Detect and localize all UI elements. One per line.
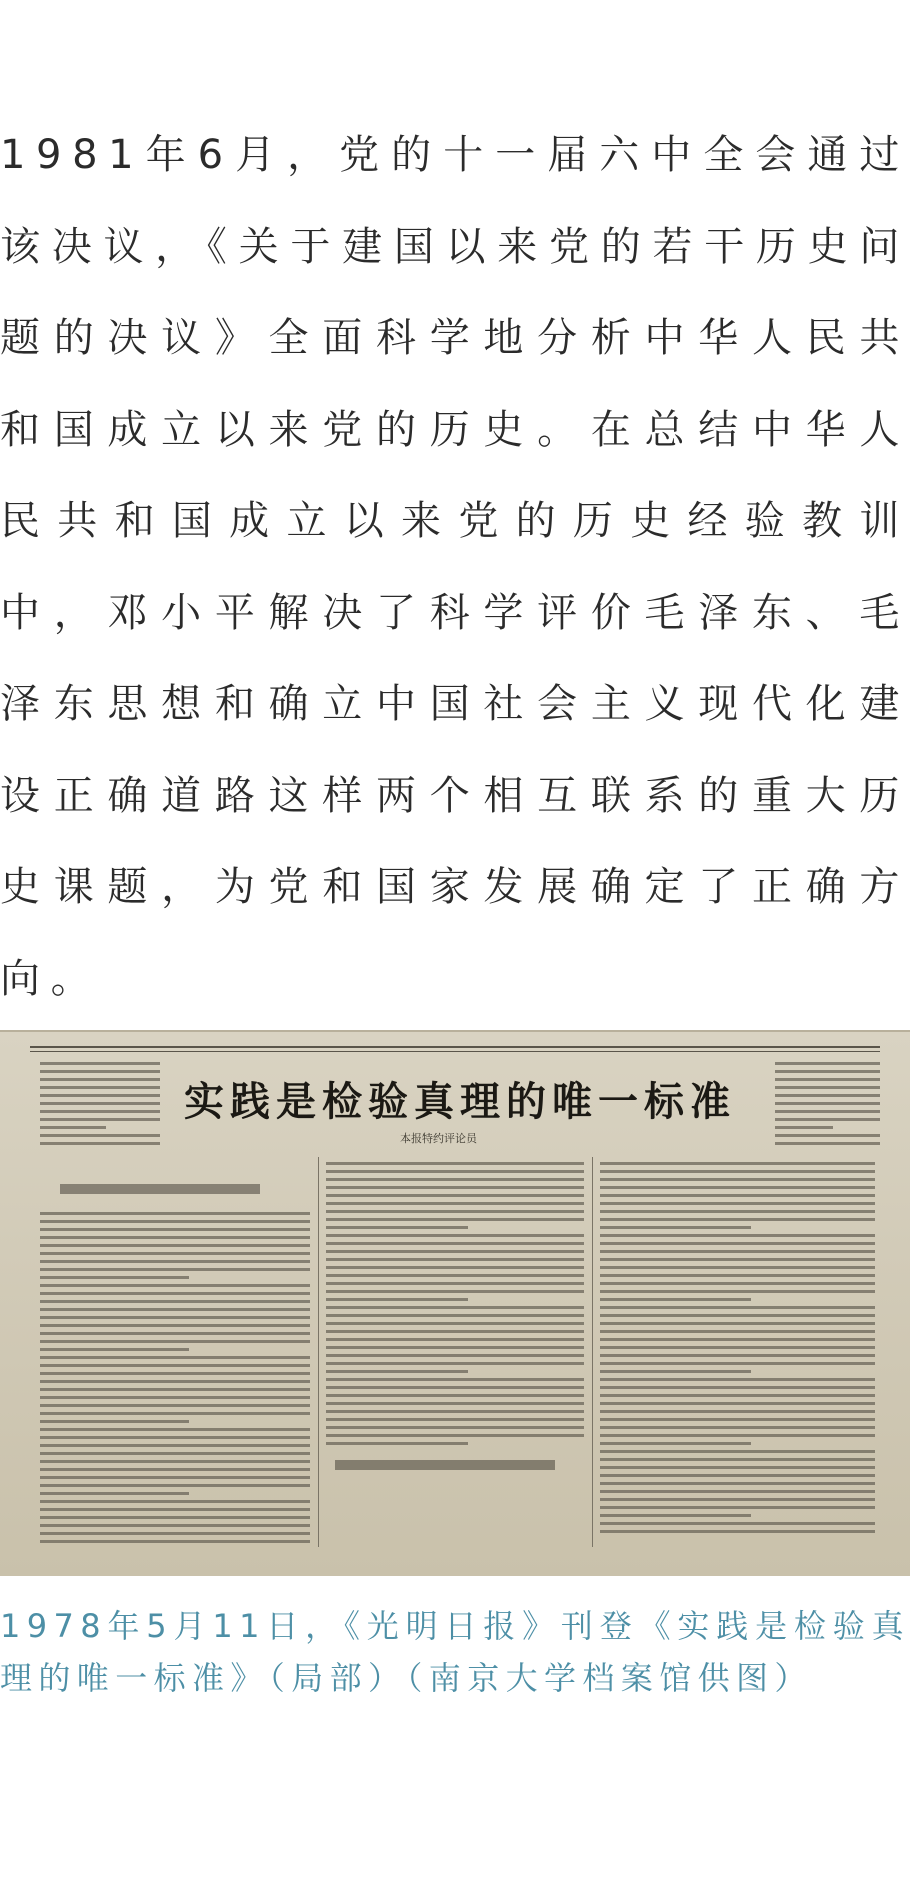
newspaper-text-line: [600, 1410, 875, 1413]
newspaper-text-line: [40, 1436, 310, 1439]
newspaper-text-line: [326, 1306, 584, 1309]
newspaper-text-line: [40, 1324, 310, 1327]
newspaper-text-line: [775, 1142, 880, 1145]
newspaper-text-line: [326, 1330, 584, 1333]
newspaper-text-line: [40, 1236, 310, 1239]
newspaper-text-line: [326, 1370, 468, 1373]
newspaper-text-column: [326, 1162, 584, 1450]
newspaper-text-column: [600, 1162, 875, 1538]
newspaper-text-line: [40, 1524, 310, 1527]
newspaper-text-line: [600, 1442, 751, 1445]
newspaper-text-line: [326, 1274, 584, 1277]
newspaper-text-line: [600, 1530, 875, 1533]
newspaper-text-line: [40, 1388, 310, 1391]
newspaper-text-line: [40, 1460, 310, 1463]
newspaper-text-line: [326, 1322, 584, 1325]
newspaper-text-line: [40, 1364, 310, 1367]
newspaper-text-line: [600, 1282, 875, 1285]
newspaper-text-line: [40, 1340, 310, 1343]
article-body: [0, 110, 910, 1025]
newspaper-text-line: [40, 1244, 310, 1247]
newspaper-text-line: [326, 1194, 584, 1197]
newspaper-text-line: [326, 1410, 584, 1413]
newspaper-text-line: [40, 1276, 189, 1279]
newspaper-text-line: [40, 1372, 310, 1375]
newspaper-text-line: [600, 1162, 875, 1165]
newspaper-text-line: [40, 1126, 106, 1129]
newspaper-text-line: [40, 1260, 310, 1263]
newspaper-text-line: [600, 1178, 875, 1181]
newspaper-text-line: [40, 1220, 310, 1223]
newspaper-text-line: [600, 1378, 875, 1381]
newspaper-text-line: [40, 1412, 310, 1415]
newspaper-text-line: [40, 1062, 160, 1065]
article-paragraph: 1981年6月，党的十一届六中全会通过该决议，《关于建国以来党的若干历史问题的决议》全面科学地分析中华人民共和国成立以来党的历史。在总结中华人民共和国成立以来党的历史经验教训中，邓小平解决了科学评价毛泽东、毛泽东思想和确立中国社会主义现代化建设正确道路这样两个相互联系的重大历史课题，为党和国家发展确定了正确方向。: [0, 132, 910, 1002]
newspaper-text-line: [40, 1532, 310, 1535]
newspaper-text-line: [600, 1298, 751, 1301]
newspaper-text-line: [40, 1356, 310, 1359]
newspaper-text-line: [600, 1474, 875, 1477]
newspaper-text-line: [600, 1466, 875, 1469]
newspaper-text-line: [600, 1186, 875, 1189]
newspaper-text-line: [326, 1362, 584, 1365]
newspaper-text-line: [600, 1426, 875, 1429]
newspaper-text-line: [775, 1062, 880, 1065]
newspaper-text-line: [600, 1514, 751, 1517]
newspaper-text-line: [600, 1434, 875, 1437]
newspaper-text-line: [600, 1170, 875, 1173]
newspaper-text-line: [600, 1338, 875, 1341]
newspaper-text-line: [40, 1252, 310, 1255]
newspaper-text-line: [775, 1102, 880, 1105]
newspaper-text-line: [40, 1516, 310, 1519]
newspaper-text-line: [326, 1402, 584, 1405]
newspaper-figure: [0, 1030, 910, 1574]
newspaper-text-line: [600, 1202, 875, 1205]
newspaper-text-line: [40, 1476, 310, 1479]
newspaper-subheading: [60, 1184, 260, 1194]
newspaper-text-line: [326, 1234, 584, 1237]
newspaper-text-line: [40, 1284, 310, 1287]
newspaper-text-line: [326, 1418, 584, 1421]
newspaper-text-line: [600, 1522, 875, 1525]
newspaper-text-line: [600, 1346, 875, 1349]
newspaper-text-line: [326, 1266, 584, 1269]
newspaper-text-line: [775, 1086, 880, 1089]
newspaper-text-line: [600, 1490, 875, 1493]
newspaper-text-line: [600, 1322, 875, 1325]
newspaper-text-line: [40, 1268, 310, 1271]
newspaper-text-line: [40, 1452, 310, 1455]
newspaper-text-line: [40, 1134, 160, 1137]
newspaper-text-line: [600, 1218, 875, 1221]
newspaper-text-line: [326, 1442, 468, 1445]
newspaper-text-line: [326, 1314, 584, 1317]
newspaper-text-line: [600, 1370, 751, 1373]
newspaper-text-line: [40, 1292, 310, 1295]
newspaper-text-line: [775, 1118, 880, 1121]
newspaper-text-line: [40, 1110, 160, 1113]
newspaper-text-line: [326, 1426, 584, 1429]
newspaper-text-line: [326, 1226, 468, 1229]
newspaper-text-line: [40, 1212, 310, 1215]
newspaper-subheading: [335, 1460, 555, 1470]
newspaper-text-line: [40, 1468, 310, 1471]
figure-caption: 1978年5月11日，《光明日报》刊登《实践是检验真理的唯一标准》（局部）（南京大学档案馆供图）: [0, 1607, 910, 1697]
newspaper-text-column: [775, 1062, 880, 1150]
newspaper-text-line: [40, 1300, 310, 1303]
newspaper-text-line: [600, 1194, 875, 1197]
newspaper-text-line: [326, 1346, 584, 1349]
newspaper-text-line: [326, 1434, 584, 1437]
newspaper-text-line: [326, 1282, 584, 1285]
newspaper-text-line: [40, 1078, 160, 1081]
newspaper-text-column: [40, 1062, 160, 1150]
newspaper-text-line: [326, 1290, 584, 1293]
newspaper-text-line: [40, 1444, 310, 1447]
newspaper-text-line: [326, 1354, 584, 1357]
newspaper-text-line: [600, 1402, 875, 1405]
newspaper-text-line: [775, 1126, 833, 1129]
newspaper-text-line: [600, 1226, 751, 1229]
newspaper-text-line: [326, 1258, 584, 1261]
newspaper-text-line: [600, 1258, 875, 1261]
newspaper-headline: 实践是检验真理的唯一标准: [184, 1078, 736, 1125]
newspaper-text-line: [775, 1094, 880, 1097]
newspaper-text-line: [326, 1170, 584, 1173]
newspaper-text-line: [600, 1330, 875, 1333]
newspaper-text-line: [40, 1228, 310, 1231]
newspaper-text-line: [326, 1186, 584, 1189]
newspaper-text-line: [775, 1110, 880, 1113]
newspaper-text-line: [326, 1178, 584, 1181]
newspaper-text-line: [40, 1428, 310, 1431]
newspaper-text-line: [40, 1094, 160, 1097]
newspaper-text-line: [40, 1086, 160, 1089]
newspaper-text-line: [600, 1482, 875, 1485]
newspaper-column-rule: [318, 1157, 319, 1547]
newspaper-text-line: [40, 1396, 310, 1399]
newspaper-text-line: [600, 1450, 875, 1453]
newspaper-text-line: [326, 1218, 584, 1221]
newspaper-text-line: [775, 1078, 880, 1081]
newspaper-text-line: [326, 1250, 584, 1253]
newspaper-text-column: [40, 1212, 310, 1548]
newspaper-text-line: [326, 1378, 584, 1381]
newspaper-text-line: [326, 1242, 584, 1245]
newspaper-text-line: [600, 1506, 875, 1509]
newspaper-text-line: [40, 1508, 310, 1511]
newspaper-text-line: [600, 1458, 875, 1461]
newspaper-text-line: [600, 1274, 875, 1277]
newspaper-text-line: [40, 1540, 310, 1543]
newspaper-text-line: [600, 1354, 875, 1357]
newspaper-text-line: [600, 1210, 875, 1213]
newspaper-text-line: [600, 1418, 875, 1421]
newspaper-text-line: [600, 1386, 875, 1389]
newspaper-text-line: [600, 1290, 875, 1293]
newspaper-top-rule-thin: [30, 1051, 880, 1052]
newspaper-text-line: [40, 1102, 160, 1105]
newspaper-text-line: [40, 1308, 310, 1311]
newspaper-text-line: [40, 1484, 310, 1487]
newspaper-text-line: [326, 1298, 468, 1301]
newspaper-text-line: [600, 1498, 875, 1501]
newspaper-text-line: [326, 1210, 584, 1213]
newspaper-text-line: [40, 1316, 310, 1319]
newspaper-image: [0, 1030, 910, 1576]
newspaper-text-line: [775, 1134, 880, 1137]
newspaper-text-line: [600, 1314, 875, 1317]
newspaper-text-line: [40, 1492, 189, 1495]
newspaper-text-line: [326, 1386, 584, 1389]
newspaper-text-line: [40, 1380, 310, 1383]
newspaper-column-rule: [592, 1157, 593, 1547]
newspaper-text-line: [40, 1500, 310, 1503]
newspaper-text-line: [326, 1394, 584, 1397]
newspaper-text-line: [40, 1420, 189, 1423]
newspaper-byline: 本报特约评论员: [400, 1132, 477, 1145]
newspaper-text-line: [326, 1162, 584, 1165]
newspaper-text-line: [775, 1070, 880, 1073]
newspaper-text-line: [600, 1234, 875, 1237]
newspaper-top-rule: [30, 1046, 880, 1048]
newspaper-text-line: [40, 1118, 160, 1121]
newspaper-text-line: [40, 1404, 310, 1407]
newspaper-text-line: [600, 1394, 875, 1397]
newspaper-text-line: [40, 1142, 160, 1145]
newspaper-text-line: [326, 1338, 584, 1341]
newspaper-text-line: [600, 1306, 875, 1309]
newspaper-text-line: [40, 1348, 189, 1351]
newspaper-text-line: [326, 1202, 584, 1205]
newspaper-text-line: [600, 1362, 875, 1365]
newspaper-text-line: [600, 1266, 875, 1269]
newspaper-text-line: [40, 1332, 310, 1335]
newspaper-text-line: [600, 1242, 875, 1245]
newspaper-text-line: [40, 1070, 160, 1073]
newspaper-text-line: [600, 1250, 875, 1253]
